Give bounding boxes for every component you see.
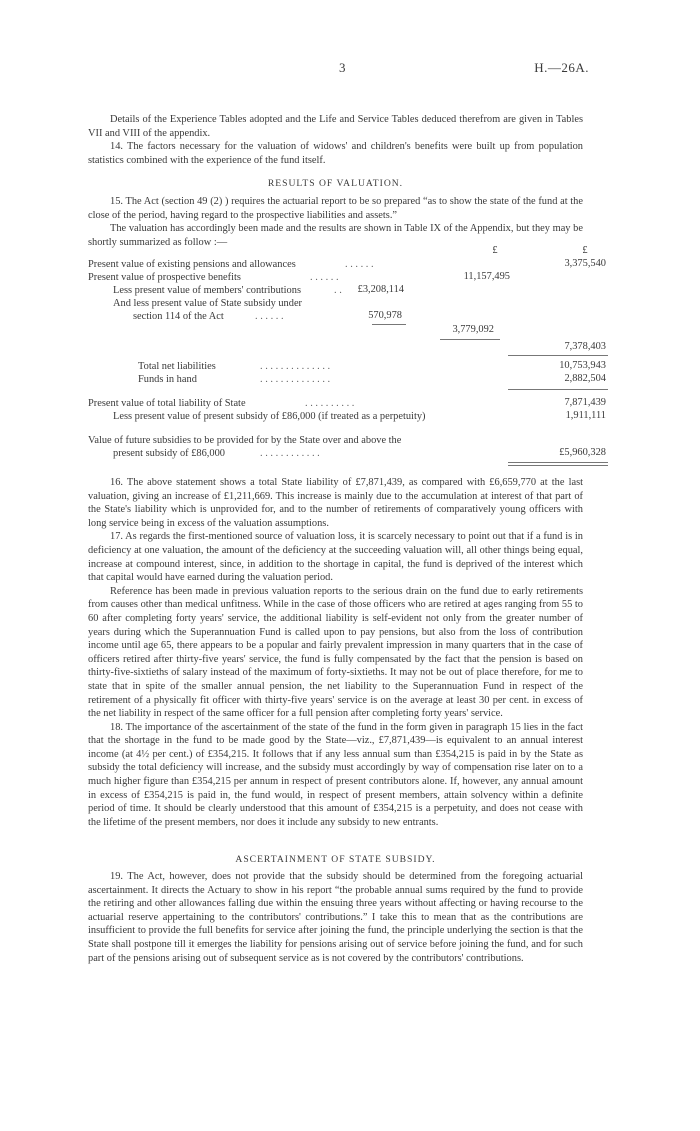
page-number: 3 [339, 60, 346, 75]
row-future-subsidies-value: £5,960,328 [559, 447, 606, 458]
rule-subtotal-2 [440, 339, 500, 340]
row-members-contributions-value: £3,208,114 [357, 284, 404, 295]
row-prospective-net-value: 7,378,403 [564, 341, 606, 352]
row-section-114-value: 570,978 [368, 310, 402, 321]
row-funds-value: 2,882,504 [564, 373, 606, 384]
row-prospective-benefits-dots: . . . . . . [310, 272, 339, 283]
paragraph-18: 18. The importance of the ascertainment of the state of the fund in the form given in paragraph 15 lies in the fact that the shortage in the fund to be made good by the State—viz., £7,871,439—is equivalent to an annual interest income (at 4½ per cent.) of £354,215. It follows that if any less annual sum than £354,215 is paid in by the State as subsidy the total deficiency will increase, and the subsidy must accordingly by way of compensation rise later on to a much higher figure than £354,215 per annum in respect of present contributors alone. If, however, any annual amount in excess of £354,215 is paid in, the fund would, in respect of present members, attain solvency within a definite period of time. It should be clearly understood that this amount of £354,215 is a perpetuity, and does not cease with the lifetime of the present members, nor does it include any subsidy to new entrants. [88, 721, 583, 828]
paragraph-19: 19. The Act, however, does not provide that the subsidy should be determined from the foregoing actuarial ascertainment. It directs the Actuary to show in his report “the probable annual sums required by the fund to provide the retiring and other allowances falling due within the ensuing three years without affecting or having recourse to the actuarial reserve appertaining to the contributors' contributions.” I take this to mean that as the contributions are insufficient to provide the full benefits for service after joining the fund, the principle underlying the section is that the State shall postpone till it emerges the liability for pensions arising out of service before joining the fund, and for such part of the pensions arising out of subsequent service as is not covered by the contributors' contributions. [88, 871, 583, 964]
row-prospective-benefits-value: 11,157,495 [463, 271, 510, 282]
row-future-subsidies-dots: . . . . . . . . . . . . [260, 448, 320, 459]
row-total-net-value: 10,753,943 [559, 360, 606, 371]
rule-total-net [508, 355, 608, 356]
row-existing-pensions-dots: . . . . . . [345, 259, 374, 270]
results-heading: RESULTS OF VALUATION. [267, 178, 404, 189]
row-state-liability-value: 7,871,439 [564, 397, 606, 408]
row-state-liability-dots: . . . . . . . . . . [305, 398, 355, 409]
currency-col-1: £ [492, 245, 498, 256]
row-funds-dots: . . . . . . . . . . . . . . [260, 374, 331, 385]
rule-state-liability [508, 389, 608, 390]
row-total-net-dots: . . . . . . . . . . . . . . [260, 361, 331, 372]
paragraph-16: 16. The above statement shows a total State liability of £7,871,439, as compared with £6,659,770 at the last valuation, giving an increase of £1,211,669. This increase is mainly due to the accumulation at interest of that part of the State's liability which is unprovided for, and to the number of retirements of comparatively young officers with long service being in excess of the valuation assumptions. [88, 477, 583, 529]
body-section [88, 476, 583, 829]
paragraph-17b: Reference has been made in previous valuation reports to the serious drain on the fund due to early retirements from causes other than medical unfitness. While in the case of those officers who are retired at ages ranging from 55 to 60 after completing forty years' service, the additional liability is self-evident not only from the greater number of years during which the Superannuation Fund is called upon to pay pensions, but also from the loss of contribution income until age 65, there appears to be a popular and fairly prevalent impression in many quarters that in the case of officers retired after thirty-five years' service, the fund is fully compensated by the fact that the pension is based on thirty-five-sixtieths of salary instead of the maximum of forty-sixtieths. It may not be out of place therefore, for me to state that in spite of the smaller annual pension, the net liability to the Superannuation Fund in respect of the retirement of a physically fit officer with thirty-five years' service is on the average at least 30 per cent. in excess of the net liability in respect of the same officer for a full pension after completing forty years' service. [88, 585, 583, 720]
results-intro [88, 195, 583, 249]
rule-double-1 [508, 462, 608, 463]
row-prospective-benefits-label: Present value of prospective benefits [88, 272, 241, 283]
subsidy-section [88, 870, 583, 965]
row-state-subsidy-label: And less present value of State subsidy under [113, 298, 303, 309]
subsidy-heading: ASCERTAINMENT OF STATE SUBSIDY. [235, 854, 436, 865]
row-deductions-total-value: 3,779,092 [452, 324, 494, 335]
paragraph-17: 17. As regards the first-mentioned source of valuation loss, it is scarcely necessary to point out that if a fund is in deficiency at one valuation, the amount of the deficiency at the succeeding valuation will, all other things being equal, increase at compound interest, since, in addition to the shortage in capital, the fund is deprived of the interest which that capital would have earned during the valuation period. [88, 531, 583, 584]
row-future-subsidies-label: Value of future subsidies to be provided for by the State over and above the [88, 435, 402, 446]
row-present-subsidy-value: 1,911,111 [565, 410, 606, 421]
paragraph-15: 15. The Act (section 49 (2) ) requires the actuarial report to be so prepared “as to show the state of the fund at the close of the period, having regard to the prospective liabilities and assets.” [88, 196, 583, 221]
row-members-contributions-label: Less present value of members' contributions [113, 285, 301, 296]
row-existing-pensions-value: 3,375,540 [564, 258, 606, 269]
row-section-114-dots: . . . . . . [255, 311, 284, 322]
row-future-subsidies-label-2: present subsidy of £86,000 [113, 448, 225, 459]
row-state-liability-label: Present value of total liability of State [88, 398, 246, 409]
row-members-contributions-dots: . . [334, 285, 342, 296]
rule-double-2 [508, 465, 608, 466]
row-section-114-label: section 114 of the Act [133, 311, 224, 322]
paragraph-14: 14. The factors necessary for the valuation of widows' and children's benefits were built up from population statistics combined with the experience of the fund itself. [88, 141, 583, 166]
rule-subtotal-1 [372, 324, 406, 325]
currency-col-2: £ [582, 245, 588, 256]
row-existing-pensions-label: Present value of existing pensions and allowances [88, 259, 296, 270]
intro-section [88, 113, 583, 167]
paragraph-details: Details of the Experience Tables adopted and the Life and Service Tables deduced therefrom are given in Tables VII and VIII of the appendix. [88, 114, 583, 139]
document-code: H.—26A. [534, 60, 589, 75]
paragraph-15b: The valuation has accordingly been made and the results are shown in Table IX of the Appendix, but they may be shortly summarized as follow :— [88, 223, 583, 248]
row-funds-label: Funds in hand [138, 374, 197, 385]
row-total-net-label: Total net liabilities [138, 361, 216, 372]
row-present-subsidy-label: Less present value of present subsidy of £86,000 (if treated as a perpetuity) [113, 411, 426, 422]
